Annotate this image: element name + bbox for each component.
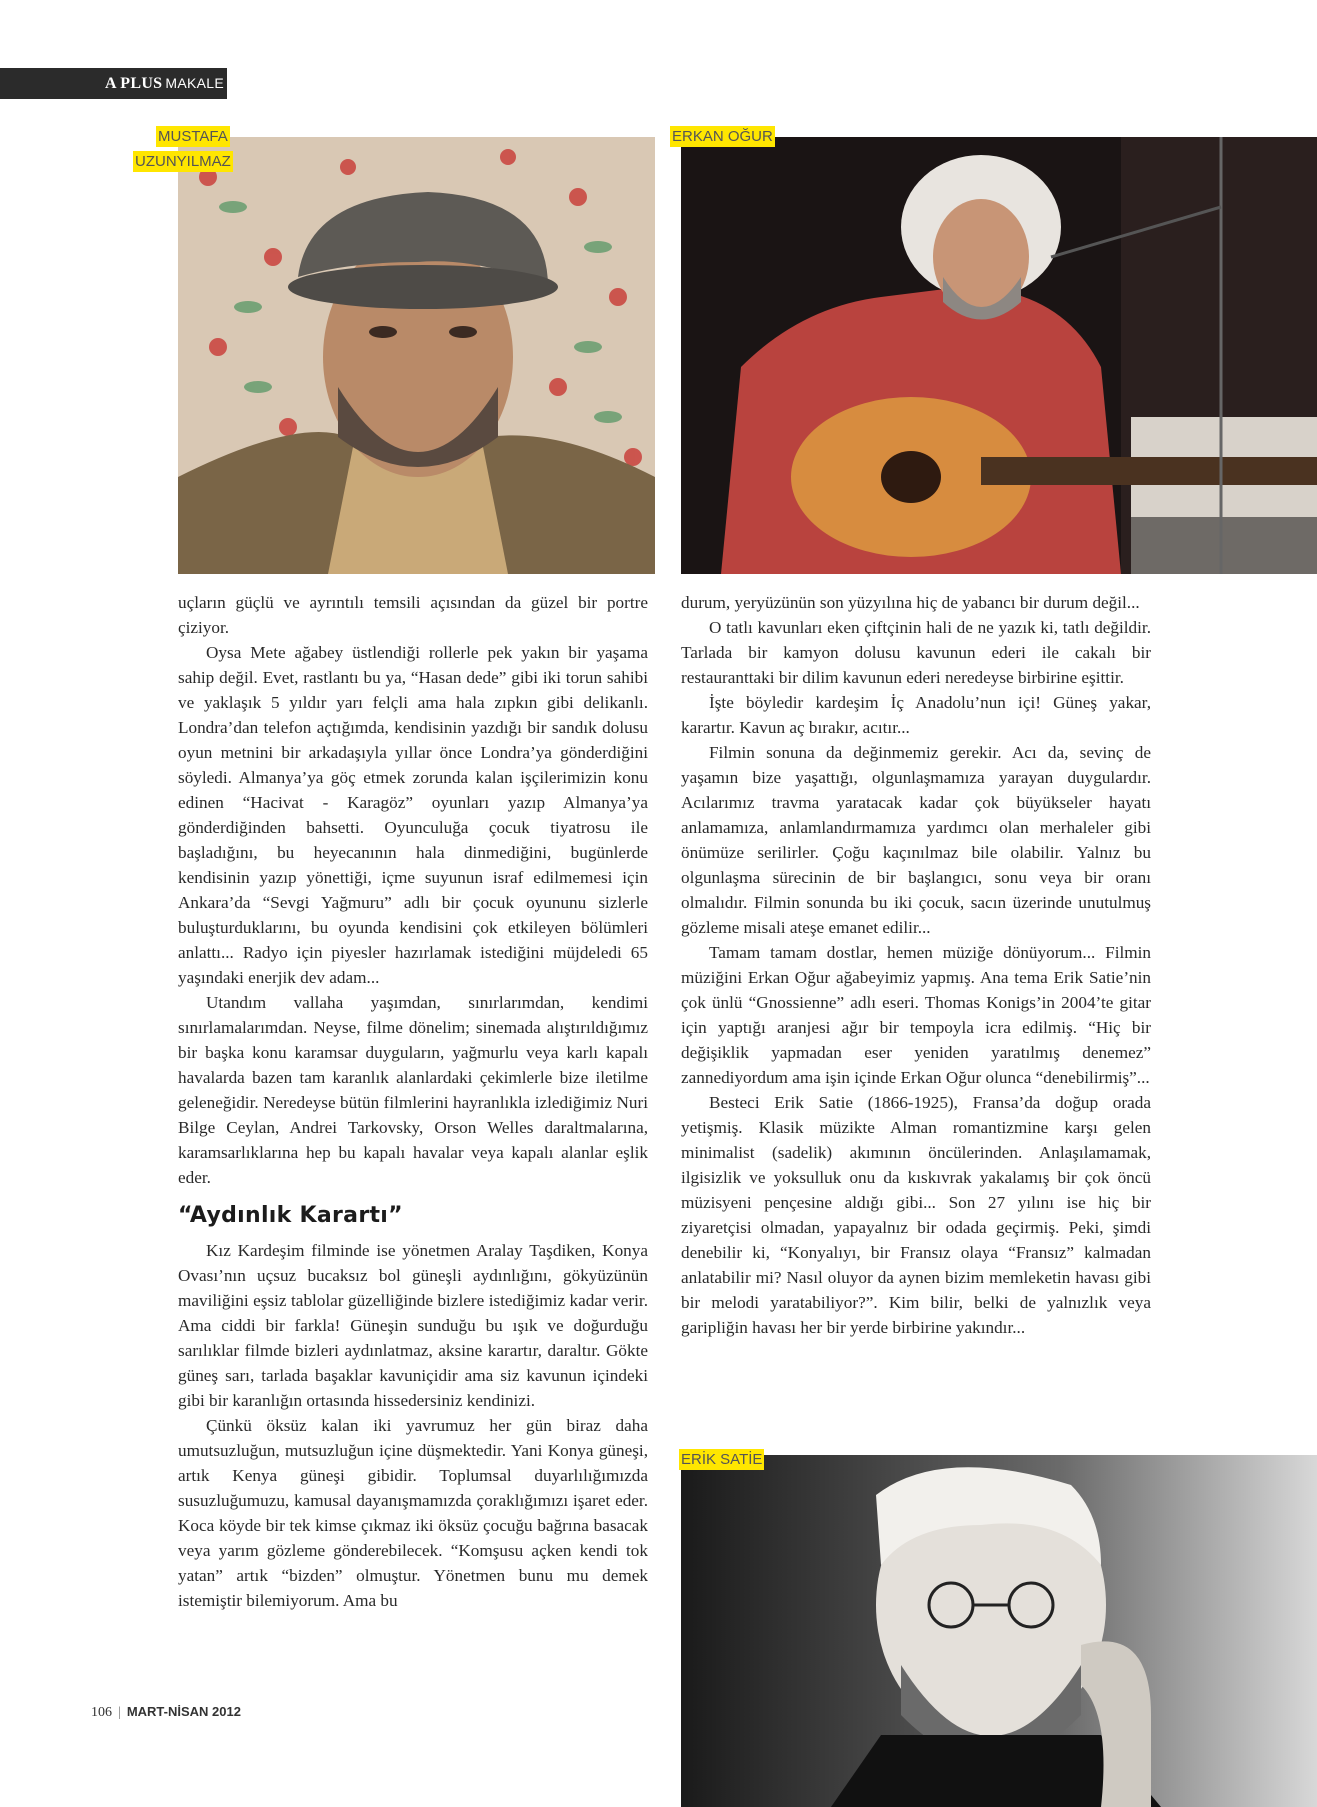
section-heading: “Aydınlık Karartı” [178, 1203, 403, 1228]
paragraph: Besteci Erik Satie (1866-1925), Fransa’da doğup orada yetişmiş. Klasik müzikte Alman romantizmine karşı gelen minimalist (sadelik) akımının öncülerinden. Anlaşılamamak, ilgisizlik ve yoksulluk onu da kıskıvrak yakalamış bir çok öncü müzisyeni pençesine aldığı gibi... Son 27 yılını ise hiç bir ziyaretçisi olmadan, yapayalnız bir odada geçirmiş. Peki, şimdi denebilir ki, “Konyalıyı, bir Fransız olaya “Fransız” kalmadan anlatabilir mi? Nasıl oluyor da aynen bizim memleketin havası gibi bir melodi yaratabiliyor?”. Kim bilir, belki de yalnızlık veya garipliğin havası her bir yerde birbirine yakındır... [681, 1093, 1151, 1337]
footer-separator: | [118, 1705, 121, 1720]
page-number: 106 [91, 1705, 112, 1720]
mustafa-portrait-image [178, 137, 655, 574]
paragraph: O tatlı kavunları eken çiftçinin hali de ne yazık ki, tatlı değildir. Tarlada bir kamyon dolusu kavunun ederi ile cakalı bir restauranttaki bir dilim kavunun ederi neredeyse birbirine eşittir. [681, 618, 1151, 687]
article-column-right [681, 590, 1151, 1340]
caption-erik-satie: ERİK SATİE [681, 1451, 763, 1468]
paragraph: Utandım vallaha yaşımdan, sınırlarımdan, kendimi sınırlamalarımdan. Neyse, filme dönelim; sinemada alıştırıldığımız bir başka konu karamsar duyguların, yağmurlu veya karlı kapalı havalarda bazen tam karanlık alanlardaki çekimlerle bize iletilme geleneğidir. Neredeyse bütün filmlerini hayranlıkla izlediğimiz Nuri Bilge Ceylan, Andrei Tarkovsky, Orson Welles daraltmalarına, karamsarlıklarına hep bu kapalı havalar veya kapalı alanlar eşlik eder. [178, 993, 648, 1187]
photo-erkan-ogur [681, 137, 1317, 574]
paragraph: Oysa Mete ağabey üstlendiği rollerle pek yakın bir yaşama sahip değil. Evet, rastlantı bu ya, “Hasan dede” gibi iki torun sahibi ve yaklaşık 5 yıldır yarı felçli ama hala zıpkın gibi delikanlı. Londra’dan telefon açtığımda, kendisinin yazdığı bir sandık dolusu oyun metnini bir arkadaşıyla yıllar önce Londra’ya gönderdiğini söyledi. Almanya’ya göç etmek zorunda kalan işçilerimizin konu edinen “Hacivat - Karagöz” oyunları yazıp Almanya’ya gönderdiğinden bahsetti. Oyunculuğa çocuk tiyatrosu ile başladığını, bu heyecanının hala dinmediğini, bugünlerde kendisinin yazıp yönettiği, içme suyunun israf edilmemesi için Ankara’da “Sevgi Yağmuru” adlı bir çocuk oyununu sizlerle buluşturduklarını, bu oyunda kendisini çok etkileyen bölümleri anlattı... Radyo için piyesler hazırlamak istediğini müjdeledi 65 yaşındaki enerjik dev adam... [178, 643, 648, 987]
caption-mustafa-line2: UZUNYILMAZ [135, 153, 231, 170]
paragraph: Tamam tamam dostlar, hemen müziğe dönüyorum... Filmin müziğini Erkan Oğur ağabeyimiz yapmış. Ana tema Erik Satie’nin çok ünlü “Gnossienne” adlı eseri. Thomas Konigs’in 2004’te gitar için yaptığı aranjesi ağır bir tempoyla icra edilmiş. “Hiç bir değişiklik yapmadan eser yeniden yaratılmış denemez” zannediyordum ama işin içinde Erkan Oğur olunca “denebilirmiş”... [681, 943, 1151, 1087]
paragraph: Filmin sonuna da değinmemiz gerekir. Acı da, sevinç de yaşamın bize yaşattığı, olgunlaşmamıza yarayan duygulardır. Acılarımız travma yaratacak kadar çok büyükseler hayatı anlamamıza, anlamlandırmamıza yardımcı olan merhaleler gibi önümüze serilirler. Çoğu kaçınılmaz bile olabilir. Yalnız bu olgunlaşma sürecinin de bir başlangıcı, sonu veya bir oranı olmalıdır. Filmin sonunda bu iki çocuk, sacın üzerinde unutulmuş gözleme misali ateşe emanet edilir... [681, 743, 1151, 937]
satie-portrait-image [681, 1455, 1317, 1807]
erkan-guitar-image [681, 137, 1317, 574]
paragraph: İşte böyledir kardeşim İç Anadolu’nun içi! Güneş yakar, karartır. Kavun aç bırakır, acıtır... [681, 693, 1151, 737]
paragraph: durum, yeryüzünün son yüzyılına hiç de yabancı bir durum değil... [681, 593, 1140, 612]
paragraph: uçların güçlü ve ayrıntılı temsili açısından da güzel bir portre çiziyor. [178, 593, 648, 637]
page-footer [91, 1704, 241, 1721]
section-tab [0, 68, 227, 99]
caption-erkan-ogur: ERKAN OĞUR [672, 128, 773, 145]
paragraph: Kız Kardeşim filminde ise yönetmen Aralay Taşdiken, Konya Ovası’nın uçsuz bucaksız bol güneşli aydınlığını, gökyüzünün maviliğini eşsiz tablolar güzelliğinde bizlere istediğimiz kadar verir. Ama ciddi bir farkla! Güneşin sunduğu bu ışık ve doğurduğu sarılıklar filmde bizleri aydınlatmaz, aksine karartır, daraltır. Gökte güneş sarı, tarlada başaklar kavuniçidir ama siz kavunun içindeki gibi bir karanlığın ortasında hissedersiniz kendinizi. [178, 1241, 648, 1410]
photo-erik-satie [681, 1455, 1317, 1807]
issue-label: MART-NİSAN 2012 [126, 1704, 241, 1719]
section-category: MAKALE [165, 75, 224, 91]
photo-mustafa-uzunyilmaz [178, 137, 655, 574]
article-column-left [178, 590, 648, 1613]
paragraph: Çünkü öksüz kalan iki yavrumuz her gün biraz daha umutsuzluğun, mutsuzluğun içine düşmektedir. Yani Konya güneşi, artık Kenya güneşi gibidir. Toplumsal duyarlılığımızda susuzluğumuzu, kamusal dayanışmamızda çoraklığımızı işaret eder. Koca köyde bir tek kimse çıkmaz iki öksüz çocuğu bağrına basacak veya yarım gözleme gönderebilecek. “Komşusu açken kendi tok yatan” artık “bizden” olmuştur. Yönetmen bunu mu demek istemiştir bilemiyorum. Ama bu [178, 1416, 648, 1610]
magazine-brand: A PLUS [105, 75, 163, 92]
caption-mustafa-line1: MUSTAFA [158, 128, 228, 145]
